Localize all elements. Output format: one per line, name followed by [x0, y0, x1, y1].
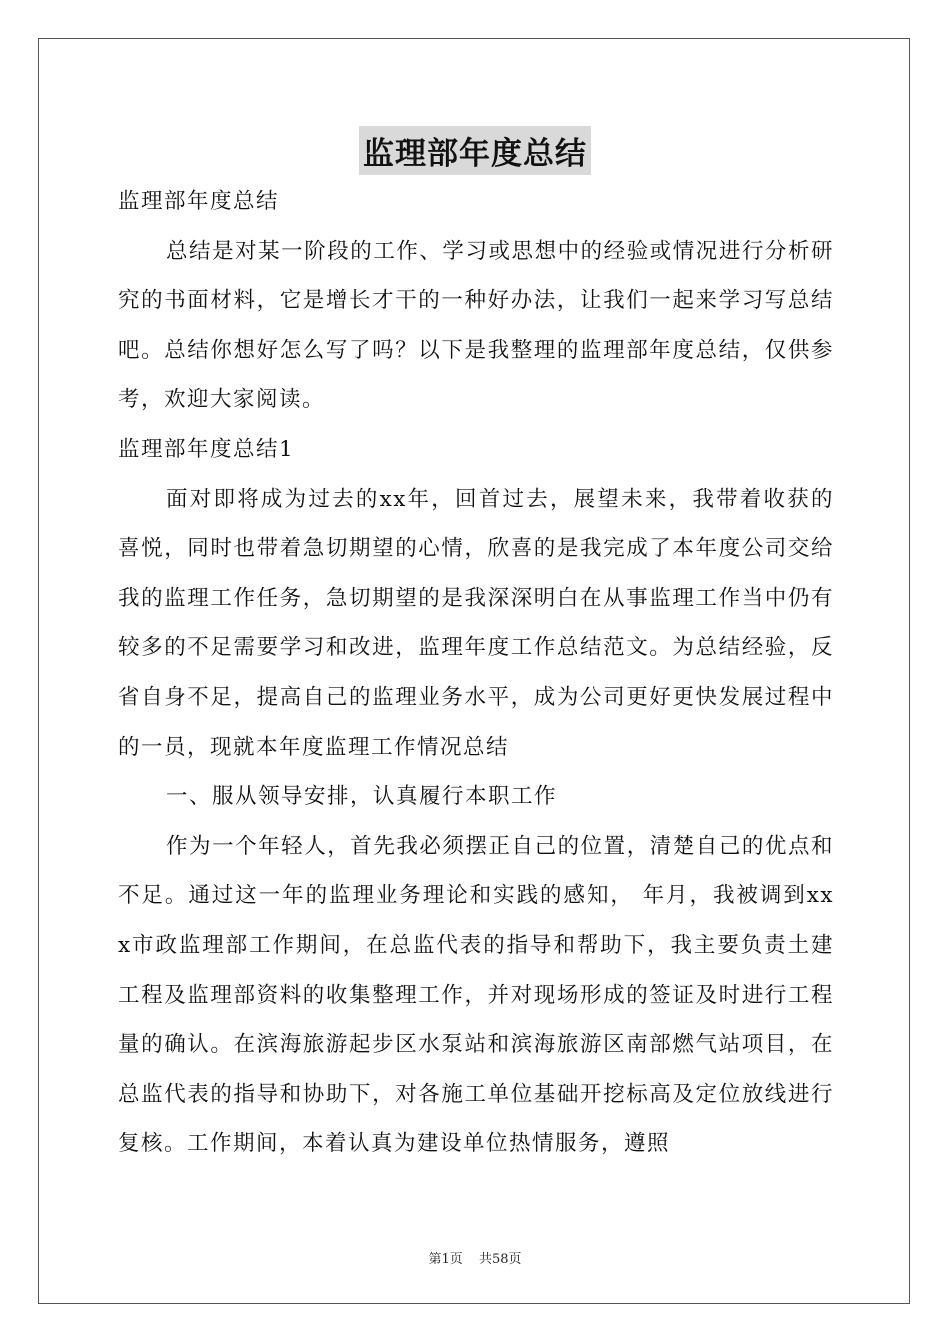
- page-total: 共58页: [478, 1252, 522, 1267]
- document-body: [118, 177, 834, 1169]
- paragraph: 一、服从领导安排，认真履行本职工作: [166, 784, 558, 810]
- paragraph: 作为一个年轻人，首先我必须摆正自己的位置，清楚自己的优点和不足。通过这一年的监理业务理论和实践的感知， 年月，我被调到xxx市政监理部工作期间，在总监代表的指导和帮助下，我主要负责土建工程及监理部资料的收集整理工作，并对现场形成的签证及时进行工程量的确认。在滨海旅游起步区水泵站和滨海旅游区南部燃气站项目，在总监代表的指导和协助下，对各施工单位基础开挖标高及定位放线进行复核。工作期间，本着认真为建设单位热情服务，遵照: [118, 833, 834, 1157]
- page-number: 第1页: [428, 1252, 463, 1267]
- page-footer: [0, 1248, 950, 1267]
- paragraph: 总结是对某一阶段的工作、学习或思想中的经验或情况进行分析研究的书面材料，它是增长才干的一种好办法，让我们一起来学习写总结吧。总结你想好怎么写了吗？以下是我整理的监理部年度总结，仅供参考，欢迎大家阅读。: [118, 238, 834, 413]
- document-title-container: [0, 126, 950, 175]
- paragraph: 监理部年度总结1: [118, 436, 295, 462]
- paragraph: 监理部年度总结: [118, 189, 280, 214]
- paragraph: 面对即将成为过去的xx年，回首过去，展望未来，我带着收获的喜悦，同时也带着急切期望的心情，欣喜的是我完成了本年度公司交给我的监理工作任务，急切期望的是我深深明白在从事监理工作当中仍有较多的不足需要学习和改进，监理年度工作总结范文。为总结经验，反省自身不足，提高自己的监理业务水平，成为公司更好更快发展过程中的一员，现就本年度监理工作情况总结: [118, 486, 834, 760]
- document-title: 监理部年度总结: [359, 126, 591, 175]
